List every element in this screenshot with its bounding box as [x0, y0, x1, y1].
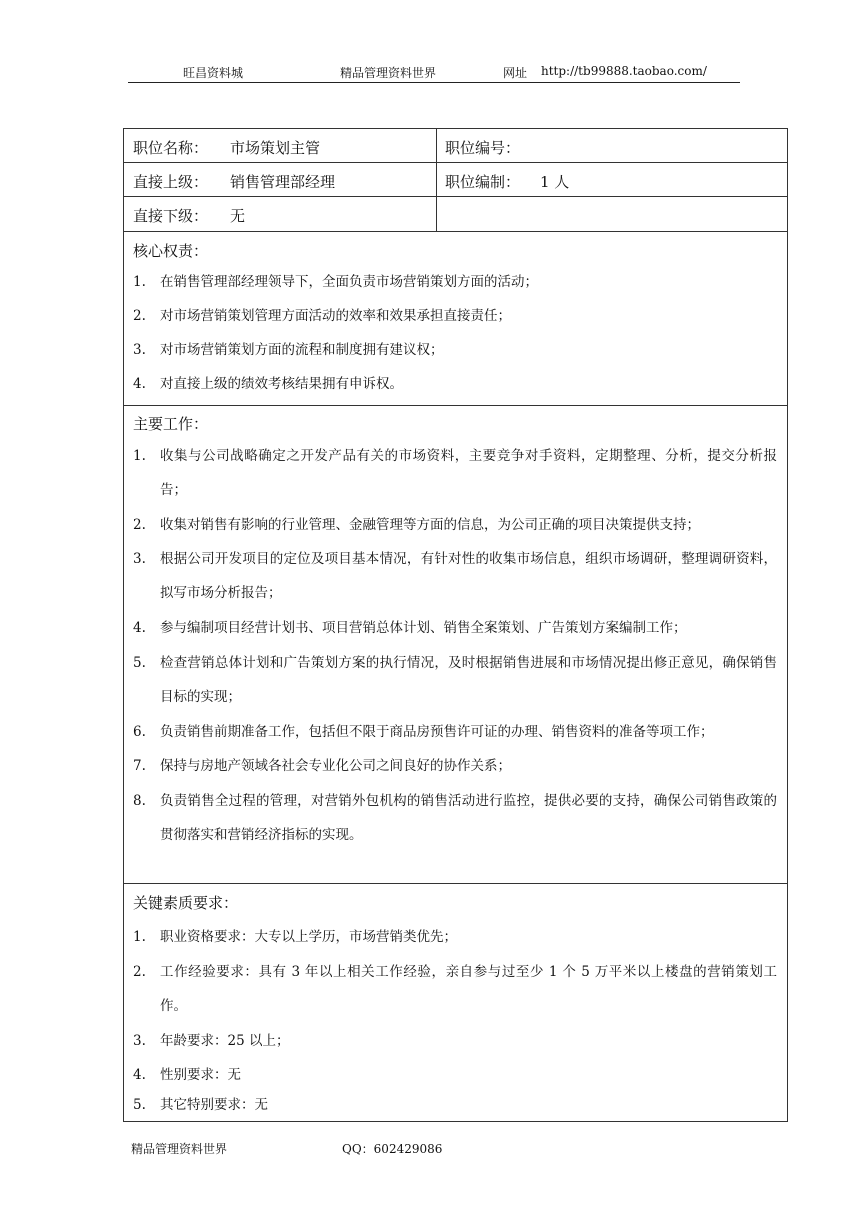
row-subordinate [124, 197, 787, 232]
list-item: 1. 在销售管理部经理领导下，全面负责市场营销策划方面的活动； [133, 274, 538, 290]
footer-world: 精品管理资料世界 [131, 1142, 228, 1156]
list-item: 1. 收集与公司战略确定之开发产品有关的市场资料，主要竞争对手资料，定期整理、分析，提交分析报告； [133, 448, 777, 498]
page-header [128, 62, 740, 83]
list-item: 2. 对市场营销策划管理方面活动的效率和效果承担直接责任； [133, 308, 511, 324]
list-item: 3. 对市场营销策划方面的流程和制度拥有建议权； [133, 342, 444, 358]
header-url-link[interactable]: http://tb99888.taobao.com/ [541, 64, 707, 78]
position-code-label: 职位编号： [445, 139, 521, 157]
list-item: 3. 根据公司开发项目的定位及项目基本情况，有针对性的收集市场信息，组织市场调研，整理调研资料，拟写市场分析报告； [133, 551, 777, 601]
list-item: 5. 检查营销总体计划和广告策划方案的执行情况，及时根据销售进展和市场情况提出修正意见，确保销售目标的实现； [133, 655, 777, 705]
position-name-value: 市场策划主管 [230, 139, 321, 157]
supervisor-value: 销售管理部经理 [230, 173, 336, 191]
list-item: 7. 保持与房地产领域各社会专业化公司之间良好的协作关系； [133, 758, 511, 774]
list-item: 3. 年龄要求：25 以上； [133, 1033, 290, 1049]
list-item: 2. 收集对销售有影响的行业管理、金融管理等方面的信息，为公司正确的项目决策提供支持； [133, 517, 700, 533]
list-item: 4. 对直接上级的绩效考核结果拥有申诉权。 [133, 376, 403, 392]
list-item: 8. 负责销售全过程的管理，对营销外包机构的销售活动进行监控，提供必要的支持，确保公司销售政策的贯彻落实和营销经济指标的实现。 [133, 793, 777, 843]
section-responsibilities [124, 232, 787, 406]
header-company: 旺昌资料城 [183, 66, 244, 80]
footer-qq: QQ：602429086 [342, 1142, 443, 1156]
list-item: 1. 职业资格要求：大专以上学历，市场营销类优先； [133, 929, 457, 945]
header-world: 精品管理资料世界 [340, 66, 437, 80]
headcount-label: 职位编制： [445, 173, 521, 191]
responsibilities-title: 核心权责： [133, 242, 209, 260]
list-item: 4. 性别要求：无 [133, 1067, 241, 1083]
list-item: 6. 负责销售前期准备工作，包括但不限于商品房预售许可证的办理、销售资料的准备等项工作； [133, 724, 714, 740]
list-item: 5. 其它特别要求：无 [133, 1097, 268, 1113]
subordinate-label: 直接下级： [133, 207, 209, 225]
requirements-title: 关键素质要求： [133, 894, 239, 912]
list-item: 4. 参与编制项目经营计划书、项目营销总体计划、销售全案策划、广告策划方案编制工作； [133, 620, 687, 636]
main-work-title: 主要工作： [133, 415, 209, 433]
subordinate-value: 无 [230, 207, 246, 225]
job-description-table [123, 128, 788, 1122]
row-position-name [124, 129, 787, 163]
header-url-label: 网址 [503, 66, 528, 80]
section-main-work [124, 406, 787, 884]
list-item: 2. 工作经验要求：具有 3 年以上相关工作经验，亲自参与过至少 1 个 5 万平米以上楼盘的营销策划工作。 [133, 964, 777, 1014]
supervisor-label: 直接上级： [133, 173, 209, 191]
section-requirements [124, 884, 787, 1121]
row-supervisor [124, 163, 787, 197]
headcount-value: 1 人 [540, 173, 570, 191]
position-name-label: 职位名称： [133, 139, 209, 157]
